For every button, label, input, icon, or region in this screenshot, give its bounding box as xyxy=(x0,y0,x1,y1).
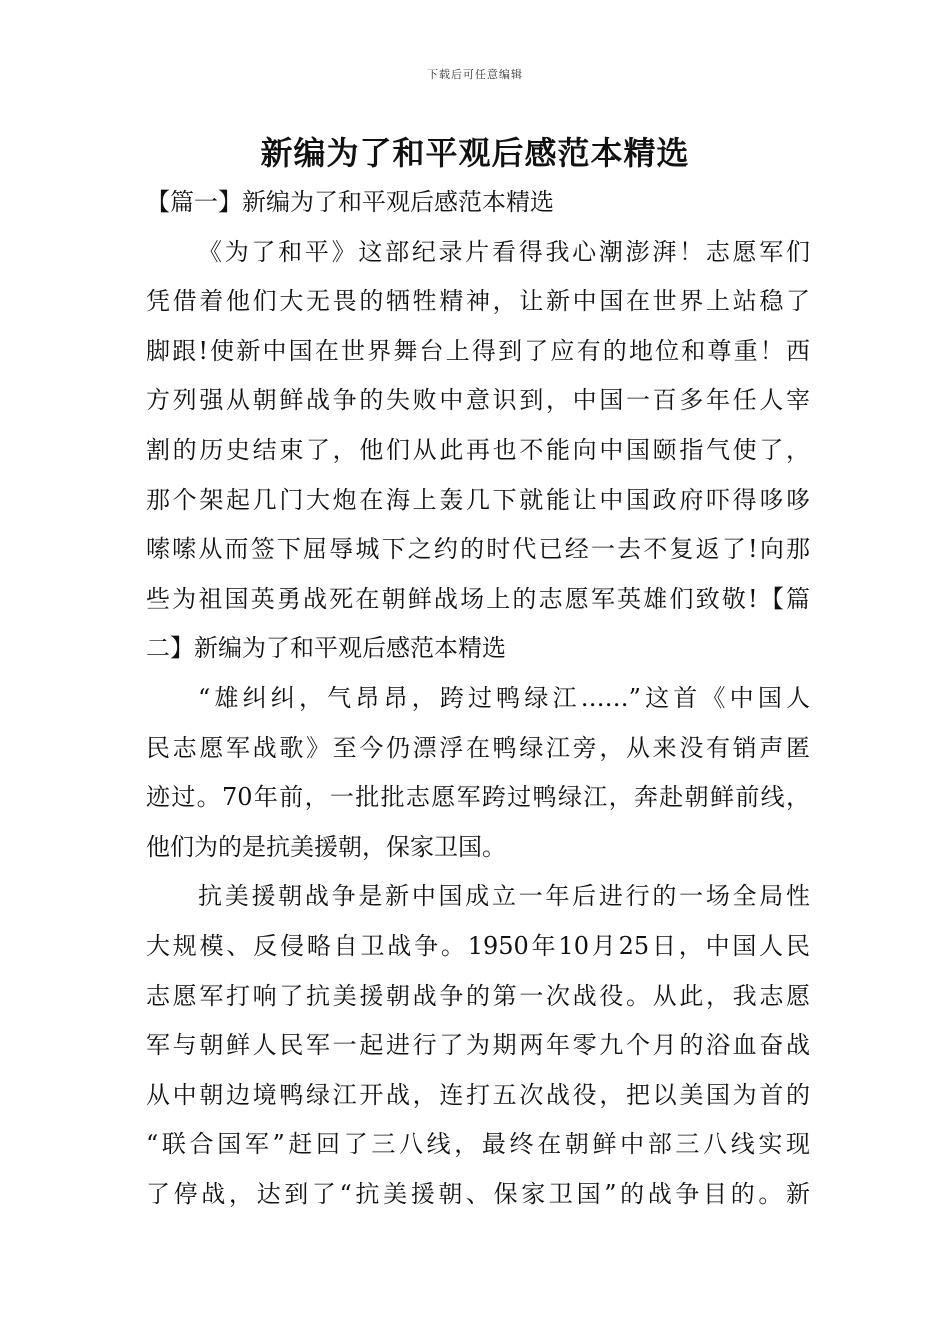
document-body xyxy=(146,178,810,1219)
text-line: 嗦嗦从而签下屈辱城下之约的时代已经一去不复返了!向那 xyxy=(146,535,810,564)
text-line: 民志愿军战歌》至今仍漂浮在鸭绿江旁，从来没有销声匿 xyxy=(146,733,810,762)
text-line: 割的历史结束了，他们从此再也不能向中国颐指气使了， xyxy=(146,435,810,464)
header-note: 下载后可任意编辑 xyxy=(427,68,523,81)
text-line: 《为了和平》这部纪录片看得我心潮澎湃！志愿军们 xyxy=(198,237,810,266)
text-line: 从中朝边境鸭绿江开战，连打五次战役，把以美国为首的 xyxy=(146,1080,810,1109)
text-line: 方列强从朝鲜战争的失败中意识到，中国一百多年任人宰 xyxy=(146,386,810,415)
text-line: 他们为的是抗美援朝，保家卫国。 xyxy=(146,832,506,861)
text-line: “雄纠纠，气昂昂，跨过鸭绿江……”这首《中国人 xyxy=(198,683,810,712)
text-line: 二】新编为了和平观后感范本精选 xyxy=(146,634,506,663)
text-line: 志愿军打响了抗美援朝战争的第一次战役。从此，我志愿 xyxy=(146,981,810,1010)
text-line: 凭借着他们大无畏的牺牲精神，让新中国在世界上站稳了 xyxy=(146,287,810,316)
text-line: 了停战，达到了“抗美援朝、保家卫国”的战争目的。新 xyxy=(146,1179,810,1208)
text-line: 些为祖国英勇战死在朝鲜战场上的志愿军英雄们致敬!【篇 xyxy=(146,584,810,613)
text-line: 【篇一】新编为了和平观后感范本精选 xyxy=(146,188,554,216)
text-line: 大规模、反侵略自卫战争。1950年10月25日，中国人民 xyxy=(146,931,810,960)
text-line: 抗美援朝战争是新中国成立一年后进行的一场全局性 xyxy=(198,882,810,911)
text-line: 迹过。70年前，一批批志愿军跨过鸭绿江，奔赴朝鲜前线， xyxy=(146,783,810,812)
text-line: 脚跟!使新中国在世界舞台上得到了应有的地位和尊重！西 xyxy=(146,336,810,365)
text-line: 军与朝鲜人民军一起进行了为期两年零九个月的浴血奋战 xyxy=(146,1031,810,1060)
text-line: “联合国军”赶回了三八线，最终在朝鲜中部三八线实现 xyxy=(146,1130,810,1159)
document-title: 新编为了和平观后感范本精选 xyxy=(260,134,690,172)
text-line: 那个架起几门大炮在海上轰几下就能让中国政府吓得哆哆 xyxy=(146,485,810,514)
